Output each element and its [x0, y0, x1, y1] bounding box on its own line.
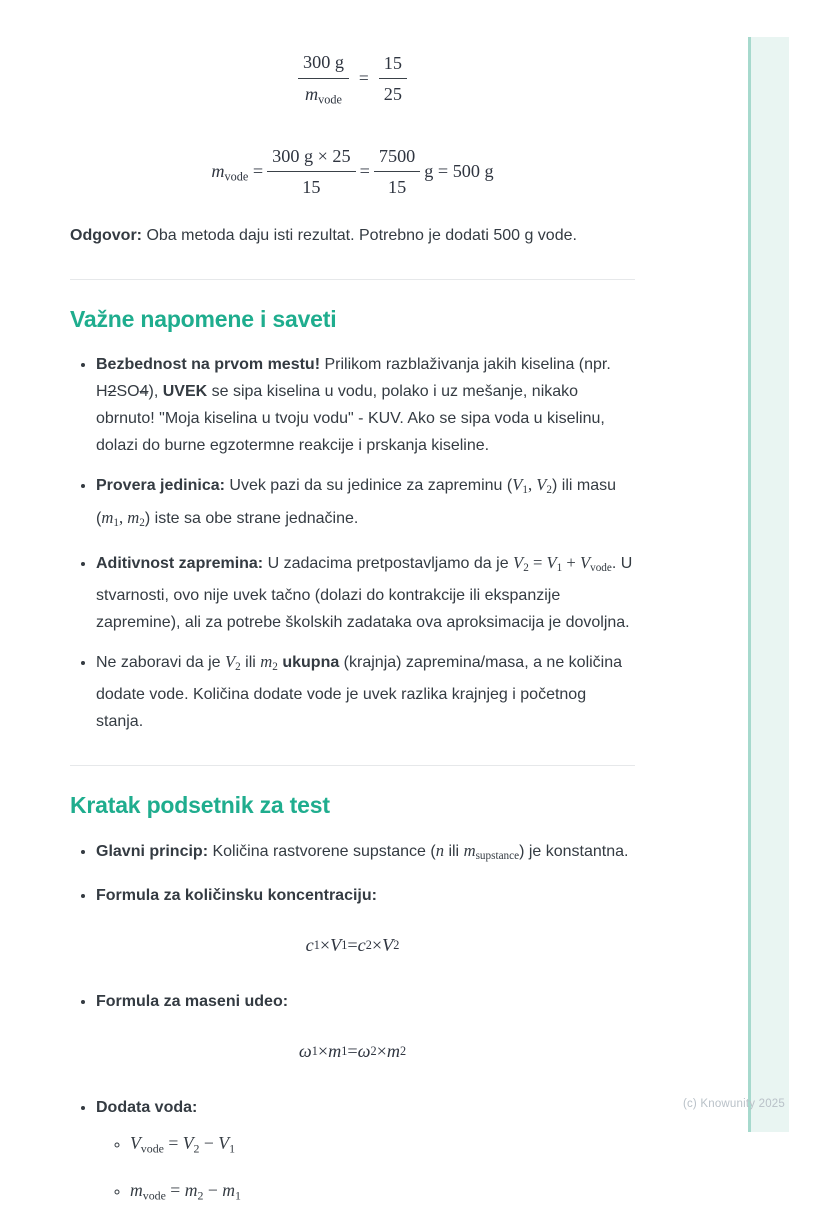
formula-added-mass: mvode = m2 − m1 — [130, 1179, 241, 1203]
list-item-text: Glavni princip: Količina rastvorene supstance (n ili msupstance) je konstantna. — [96, 841, 629, 863]
list-item — [96, 471, 635, 537]
list-item-text: Formula za količinsku koncentraciju: — [96, 887, 377, 905]
equals-sign: = — [358, 67, 369, 88]
list-item — [96, 549, 635, 636]
equals-sign: = — [359, 161, 370, 182]
fraction — [379, 51, 407, 107]
fraction-numerator: 300 g × 25 — [267, 144, 355, 173]
document-content — [70, 0, 635, 1223]
list-item-text: Dodata voda: — [96, 1098, 198, 1116]
section-heading-napomene: Važne napomene i saveti — [70, 305, 337, 332]
section-heading-podsetnik: Kratak podsetnik za test — [70, 792, 330, 819]
list-item-text: Bezbednost na prvom mestu! Prilikom razblaživanja jakih kiselina (npr. H2SO4), UVEK se sipa kiselina u vodu, polako i uz mešanje, nikako obrnuto! "Moja kiselina u tvoju vodu" - KUV. Ako se sipa voda u kiselinu, dolazi do burne egzotermne reakcije i prskanja kiseline. — [96, 355, 611, 454]
section-divider — [70, 279, 635, 280]
fraction-denominator: 15 — [387, 177, 407, 198]
list-item-text: Ne zaboravi da je V2 ili m2 ukupna (krajnja) zapremina/masa, a ne količina dodate vode. Količina dodate vode je uvek razlika krajnjeg i početnog stanja. — [96, 652, 623, 731]
added-water-sublist — [96, 1129, 635, 1211]
fraction-numerator: 300 g — [298, 50, 349, 79]
list-item — [96, 648, 635, 735]
summary-list — [70, 837, 635, 1210]
list-item — [96, 351, 635, 459]
list-item — [96, 988, 635, 1064]
formula-mass-fraction: ω 1 × m 1 = ω 2 × m 2 — [298, 1041, 407, 1062]
page-edge-decoration — [748, 37, 789, 1132]
fraction — [267, 144, 355, 200]
formula-tail: g = 500 g — [424, 161, 494, 182]
fraction-numerator: 7500 — [374, 144, 420, 173]
list-item — [96, 1094, 635, 1211]
fraction-denominator: mvode — [304, 83, 342, 107]
list-item-text: Aditivnost zapremina: U zadacima pretpostavljamo da je V2 = V1 + Vvode. U stvarnosti, ovo nije uvek tačno (dolazi do kontrakcije ili ekspanzije zapremine), ali za potrebe školskih zadataka ova aproksimacija je dovoljna. — [96, 553, 633, 632]
notes-list — [70, 351, 635, 736]
formula-added-volume: Vvode = V2 − V1 — [130, 1132, 236, 1155]
list-item — [130, 1176, 635, 1210]
fraction-denominator: 15 — [302, 177, 321, 198]
list-item-text: Provera jedinica: Uvek pazi da su jedinice za zapreminu (V1, V2) ili masu (m1, m2) iste sa obe strane jednačine. — [96, 474, 617, 530]
fraction — [374, 144, 420, 200]
fraction-numerator: 15 — [379, 51, 407, 80]
list-item — [96, 882, 635, 958]
formula-molar-concentration: c 1 × V 1 = c 2 × V 2 — [305, 935, 400, 956]
formula-mass-ratio — [70, 50, 635, 108]
list-item — [130, 1129, 635, 1163]
fraction — [298, 50, 349, 108]
formula-lhs: mvode = — [211, 160, 264, 184]
answer-paragraph: Odgovor: Oba metoda daju isti rezultat. Potrebno je dodati 500 g vode. — [70, 226, 577, 244]
formula-mass-result — [70, 144, 635, 200]
copyright-footer: (c) Knowunity 2025 — [682, 1098, 785, 1110]
section-divider — [70, 765, 635, 766]
list-item — [96, 837, 635, 870]
fraction-denominator: 25 — [383, 84, 402, 105]
list-item-text: Formula za maseni udeo: — [96, 993, 289, 1011]
